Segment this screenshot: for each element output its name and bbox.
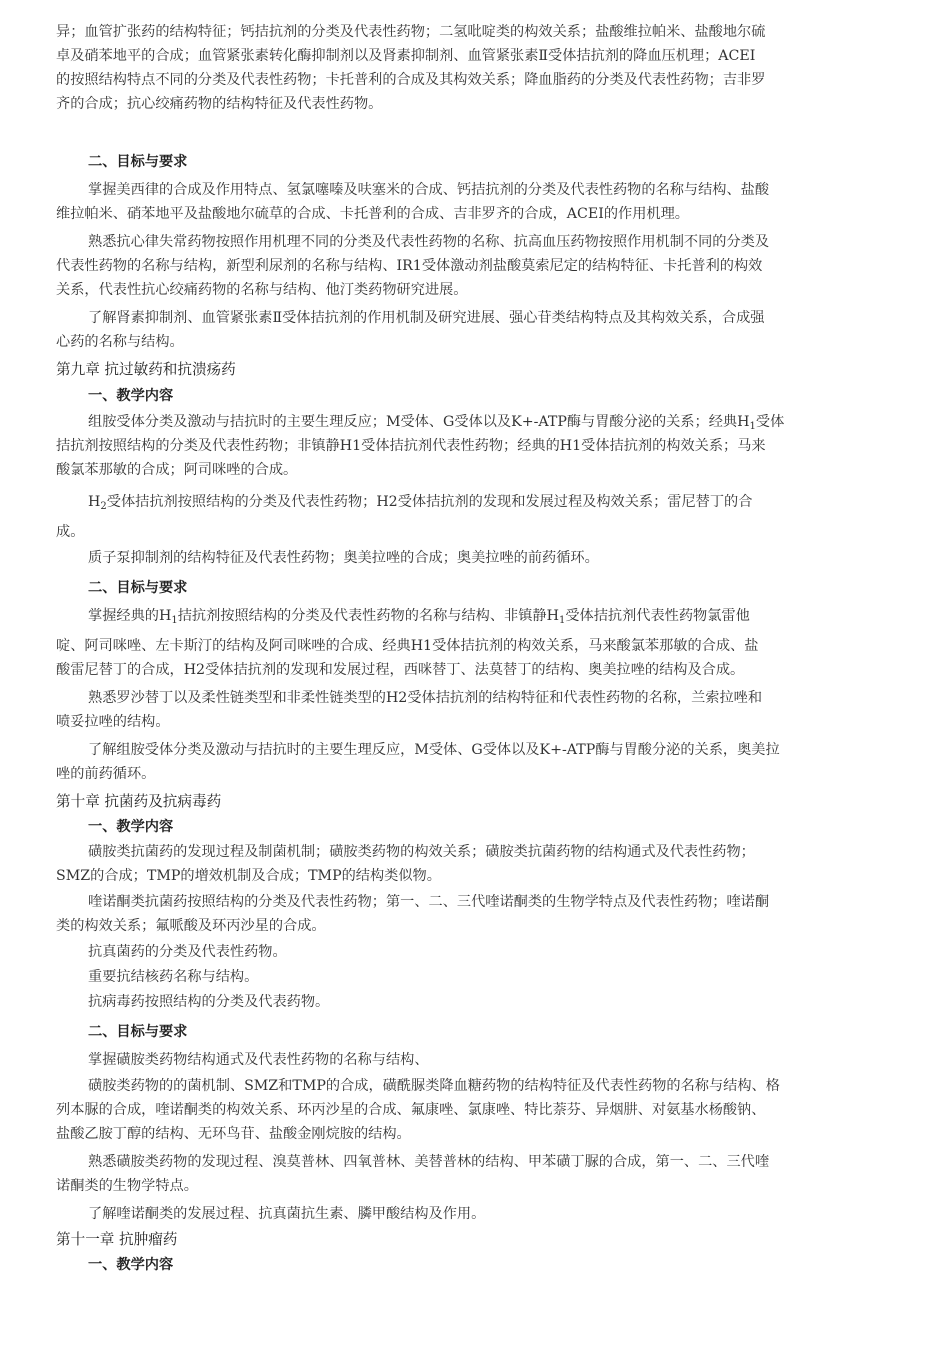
text-line: 卓及硝苯地平的合成；血管紧张素转化酶抑制剂以及肾素抑制剂、血管紧张素Ⅱ受体拮抗剂的降血压机理；ACEI <box>56 48 756 64</box>
text-line: 唑的前药循环。 <box>56 766 156 782</box>
paragraph-antituberculosis <box>56 965 898 989</box>
text-line: 了解组胺受体分类及激动与拮抗时的主要生理反应，M受体、G受体以及K+-ATP酶与胃酸分泌的关系，奥美拉 <box>88 742 780 758</box>
subscript: 2 <box>100 501 107 512</box>
paragraph-ch8-content-cont <box>56 20 898 116</box>
subscript: 1 <box>558 615 566 626</box>
paragraph-familiar <box>56 230 898 302</box>
text-line: 喹诺酮类抗菌药按照结构的分类及代表性药物；第一、二、三代喹诺酮类的生物学特点及代表性药物；喹诺酮 <box>88 894 770 910</box>
section-heading-content: 一、教学内容 <box>88 819 174 835</box>
text-line: 诺酮类的生物学特点。 <box>56 1178 198 1194</box>
section-heading-content: 一、教学内容 <box>88 1257 174 1273</box>
text-line: 了解肾素抑制剂、血管紧张素Ⅱ受体拮抗剂的作用机制及研究进展、强心苷类结构特点及其构效关系，合成强 <box>88 310 765 326</box>
section-heading-content: 一、教学内容 <box>88 388 174 404</box>
text-line: 质子泵抑制剂的结构特征及代表性药物；奥美拉唑的合成；奥美拉唑的前药循环。 <box>88 550 599 566</box>
text-run: 受体 <box>755 414 785 430</box>
paragraph-master-detail <box>56 1074 898 1146</box>
text-line: 成。 <box>56 524 85 540</box>
subscript: 1 <box>171 615 178 626</box>
text-line: 熟悉罗沙替丁以及柔性链类型和非柔性链类型的H2受体拮抗剂的结构特征和代表性药物的名称，兰索拉唑和 <box>88 690 763 706</box>
text-line <box>56 490 898 514</box>
chapter-heading-9: 第九章 抗过敏药和抗溃疡药 <box>56 361 236 378</box>
paragraph-antiviral <box>56 990 898 1014</box>
text-line: SMZ的合成；TMP的增效机制及合成；TMP的结构类似物。 <box>56 868 441 884</box>
paragraph-understand <box>56 738 898 786</box>
paragraph-understand <box>56 1202 898 1226</box>
text-line: 熟悉磺胺类药物的发现过程、溴莫普林、四氧普林、美替普林的结构、甲苯磺丁脲的合成，第一、二、三代喹 <box>88 1154 770 1170</box>
text-line: 抗真菌药的分类及代表性药物。 <box>88 944 287 960</box>
paragraph-sulfonamide <box>56 840 898 888</box>
text-line: 磺胺类药物的的菌机制、SMZ和TMP的合成，磺酰脲类降血糖药物的结构特征及代表性药物的名称与结构、格 <box>88 1078 780 1094</box>
paragraph-familiar <box>56 686 898 734</box>
paragraph-ppi <box>56 546 898 570</box>
text-line <box>56 410 898 434</box>
text-run: 受体拮抗剂代表性药物氯雷他 <box>565 608 750 624</box>
text-line: 心药的名称与结构。 <box>56 334 184 350</box>
text-line: 维拉帕米、硝苯地平及盐酸地尔硫草的合成、卡托普利的合成、吉非罗齐的合成，ACEI的作用机理。 <box>56 206 689 222</box>
text-run: 受体拮抗剂按照结构的分类及代表性药物；H2受体拮抗剂的发现和发展过程及构效关系；雷尼替丁的合 <box>106 494 753 510</box>
text-line: 类的构效关系；氟哌酸及环丙沙星的合成。 <box>56 918 326 934</box>
text-run: H <box>88 494 101 510</box>
text-line: 熟悉抗心律失常药物按照作用机理不同的分类及代表性药物的名称、抗高血压药物按照作用机制不同的分类及 <box>88 234 770 250</box>
subscript: 1 <box>749 421 756 432</box>
text-line: 掌握磺胺类药物结构通式及代表性药物的名称与结构、 <box>88 1052 429 1068</box>
paragraph-histamine <box>56 410 898 482</box>
paragraph-master <box>56 604 898 682</box>
section-heading-goals: 二、目标与要求 <box>88 580 188 596</box>
text-line: 抗病毒药按照结构的分类及代表药物。 <box>88 994 330 1010</box>
paragraph-master <box>56 178 898 226</box>
text-run: 掌握经典的H <box>88 608 172 624</box>
text-line <box>56 604 898 628</box>
paragraph-antifungal <box>56 940 898 964</box>
text-line: 酸氯苯那敏的合成；阿司咪唑的合成。 <box>56 462 298 478</box>
paragraph-understand <box>56 306 898 354</box>
text-line: 喷妥拉唑的结构。 <box>56 714 170 730</box>
text-line: 啶、阿司咪唑、左卡斯汀的结构及阿司咪唑的合成、经典H1受体拮抗剂的构效关系，马来酸氯苯那敏的合成、盐 <box>56 638 759 654</box>
chapter-heading-10: 第十章 抗菌药及抗病毒药 <box>56 793 222 810</box>
text-line: 掌握美西律的合成及作用特点、氢氯噻嗪及呋塞米的合成、钙拮抗剂的分类及代表性药物的名称与结构、盐酸 <box>88 182 770 198</box>
text-line: 异；血管扩张药的结构特征；钙拮抗剂的分类及代表性药物；二氢吡啶类的构效关系；盐酸维拉帕米、盐酸地尔硫 <box>56 24 766 40</box>
text-line: 代表性药物的名称与结构，新型利尿剂的名称与结构、IR1受体激动剂盐酸莫索尼定的结构特征、卡托普利的构效 <box>56 258 763 274</box>
text-run: 组胺受体分类及激动与拮抗时的主要生理反应；M受体、G受体以及K+-ATP酶与胃酸分泌的关系；经典H <box>88 414 750 430</box>
section-heading-goals: 二、目标与要求 <box>88 154 188 170</box>
text-line: 磺胺类抗菌药的发现过程及制菌机制；磺胺类药物的构效关系；磺胺类抗菌药物的结构通式及代表性药物； <box>88 844 755 860</box>
section-heading-goals: 二、目标与要求 <box>88 1024 188 1040</box>
paragraph-master <box>56 1048 898 1072</box>
text-line: 拮抗剂按照结构的分类及代表性药物；非镇静H1受体拮抗剂代表性药物；经典的H1受体拮抗剂的构效关系；马来 <box>56 438 766 454</box>
text-run: 拮抗剂按照结构的分类及代表性药物的名称与结构、非镇静H <box>177 608 559 624</box>
text-line: 重要抗结核药名称与结构。 <box>88 969 259 985</box>
text-line: 盐酸乙胺丁醇的结构、无环鸟苷、盐酸金刚烷胺的结构。 <box>56 1126 411 1142</box>
text-line: 的按照结构特点不同的分类及代表性药物；卡托普利的合成及其构效关系；降血脂药的分类及代表性药物；吉非罗 <box>56 72 766 88</box>
text-line: 列本脲的合成，喹诺酮类的构效关系、环丙沙星的合成、氟康唑、氯康唑、特比萘芬、异烟肼、对氨基水杨酸钠、 <box>56 1102 766 1118</box>
text-line: 齐的合成；抗心绞痛药物的结构特征及代表性药物。 <box>56 96 383 112</box>
text-line: 关系，代表性抗心绞痛药物的名称与结构、他汀类药物研究进展。 <box>56 282 468 298</box>
paragraph-familiar <box>56 1150 898 1198</box>
paragraph-h2 <box>56 490 898 544</box>
text-line: 酸雷尼替丁的合成，H2受体拮抗剂的发现和发展过程，西咪替丁、法莫替丁的结构、奥美拉唑的结构及合成。 <box>56 662 745 678</box>
text-line: 了解喹诺酮类的发展过程、抗真菌抗生素、膦甲酸结构及作用。 <box>88 1206 486 1222</box>
paragraph-quinolone <box>56 890 898 938</box>
chapter-heading-11: 第十一章 抗肿瘤药 <box>56 1231 178 1248</box>
